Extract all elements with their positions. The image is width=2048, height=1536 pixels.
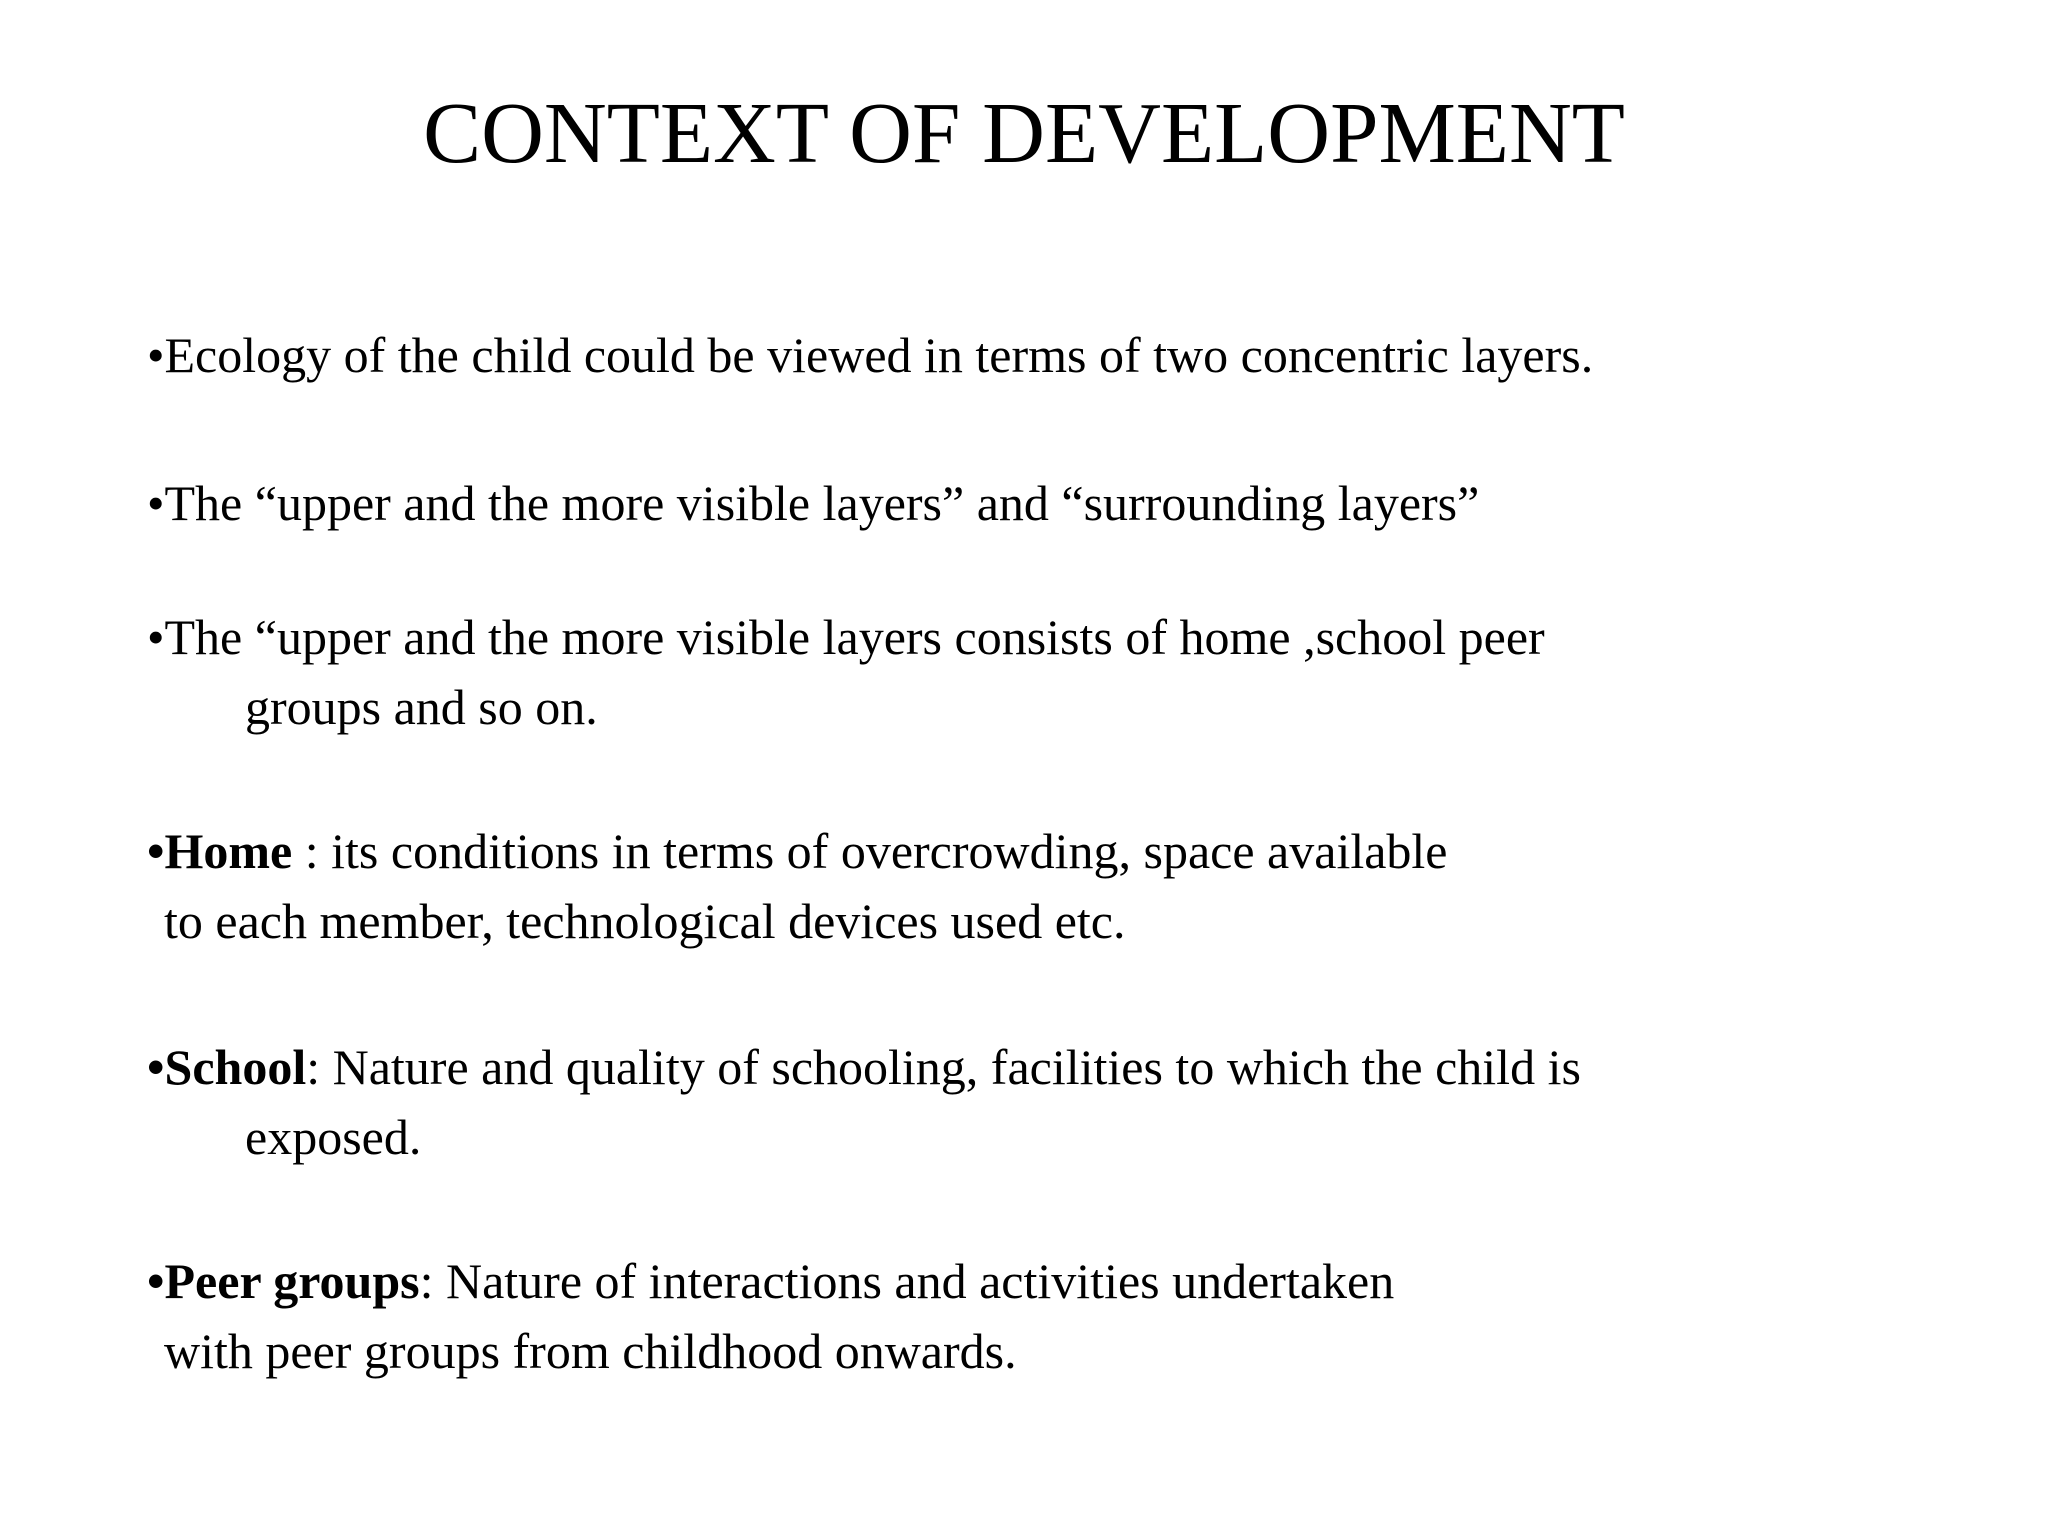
bullet-text: The “upper and the more visible layers consists of home ,school peer	[164, 609, 1545, 665]
bullet-text: : Nature and quality of schooling, facilities to which the child is	[306, 1039, 1581, 1095]
bullet-text: : Nature of interactions and activities undertaken	[419, 1253, 1395, 1309]
slide-title: CONTEXT OF DEVELOPMENT	[423, 84, 1625, 181]
bullet-text: Ecology of the child could be viewed in terms of two concentric layers.	[164, 327, 1594, 383]
bullet-marker: •	[147, 475, 165, 531]
bullet-marker: •	[147, 1253, 165, 1309]
bullet-text-continuation: exposed.	[245, 1109, 422, 1165]
bullet-text-continuation: groups and so on.	[245, 679, 598, 735]
bullet-marker: •	[147, 327, 165, 383]
bullet-marker: •	[147, 823, 165, 879]
bullet-peer-groups	[147, 1246, 1394, 1386]
bullet-home	[147, 816, 1448, 956]
bullet-text: : its conditions in terms of overcrowding, space available	[292, 823, 1448, 879]
bullet-marker: •	[147, 609, 165, 665]
bullet-text: The “upper and the more visible layers” and “surrounding layers”	[164, 475, 1480, 531]
bullet-layers	[147, 468, 1479, 538]
bullet-marker: •	[147, 1039, 165, 1095]
bullet-term-home: Home	[164, 823, 293, 879]
bullet-upper-layers	[147, 602, 1545, 742]
bullet-text-continuation: with peer groups from childhood onwards.	[164, 1323, 1017, 1379]
bullet-term-school: School	[164, 1039, 307, 1095]
bullet-term-peer-groups: Peer groups	[164, 1253, 420, 1309]
bullet-ecology	[147, 320, 1593, 390]
bullet-text-continuation: to each member, technological devices used etc.	[164, 893, 1126, 949]
bullet-school	[147, 1032, 1581, 1172]
